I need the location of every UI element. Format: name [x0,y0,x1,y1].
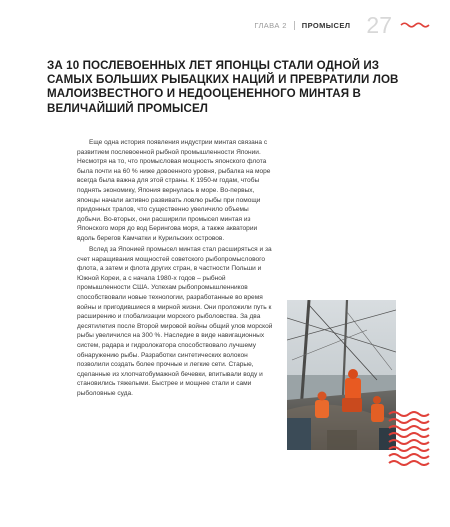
page-header [254,14,430,37]
article-body [77,138,273,400]
page-number: 27 [366,12,392,38]
wave-decoration-icon [400,21,430,28]
fishermen-photo [287,300,396,450]
paragraph: Еще одна история появления индустрии минтая связана с развитием послевоенной рыбной промышленности Японии. Несмотря на то, что промысловая мощность японского флота была почти на 60 % ниже довоенного уровня, рыбалка на море всегда была важна для этой страны. К 1950-м годам, чтобы поднять экономику, Япония вернулась в море. Во-первых, японцы начали активно развивать ловлю рыбы при помощи придонных тралов, что существенно увеличило объемы добычи. Во-вторых, они расширили промысел минтая из Японского моря до вод Берингова моря, а также акватории вдоль берегов Камчатки и Курильских островов. [77,139,271,242]
header-separator [294,21,295,30]
fishermen-on-trawler-deck-photo [287,300,396,450]
section-label: ПРОМЫСЕЛ [301,21,351,30]
paragraph: Вслед за Японией промысел минтая стал расширяться и за счет наращивания мощностей советского рыбопромыслового флота, а затем и флота других стран, в частности Польши и Южной Кореи, а с начала 1980-х годов – рыбной промышленности США. Успехам рыбопромышленников способствовали новые технологии, разработанные во время войны и пригодившиеся в мирной жизни. Они проложили путь к расширению и глобализации морского рыболовства. За два десятилетия после Второй мировой войны общий улов морской рыбы увеличился на 300 %. Наследие в виде навигационных систем, радара и гидролокатора способствовало лучшему обнаружению рыбы. Разработки синтетических волокон позволили создать более прочные и легкие сети. Старые, сделанные из хлопчатобумажной бечевки, впитывали воду и становились тяжелыми. Быстрее и мощнее стали и сами рыболовные суда. [77,246,273,397]
chapter-label: ГЛАВА 2 [254,21,287,30]
article-title: ЗА 10 ПОСЛЕВОЕННЫХ ЛЕТ ЯПОНЦЫ СТАЛИ ОДНОЙ ИЗ САМЫХ БОЛЬШИХ РЫБАЦКИХ НАЦИЙ И ПРЕВРАТИЛИ ЛОВ МАЛОИЗВЕСТНОГО И НЕДООЦЕНЕННОГО МИНТАЯ В ВЕЛИЧАЙШИЙ ПРОМЫСЕЛ [47,59,399,115]
wave-decoration-icon [388,410,430,466]
